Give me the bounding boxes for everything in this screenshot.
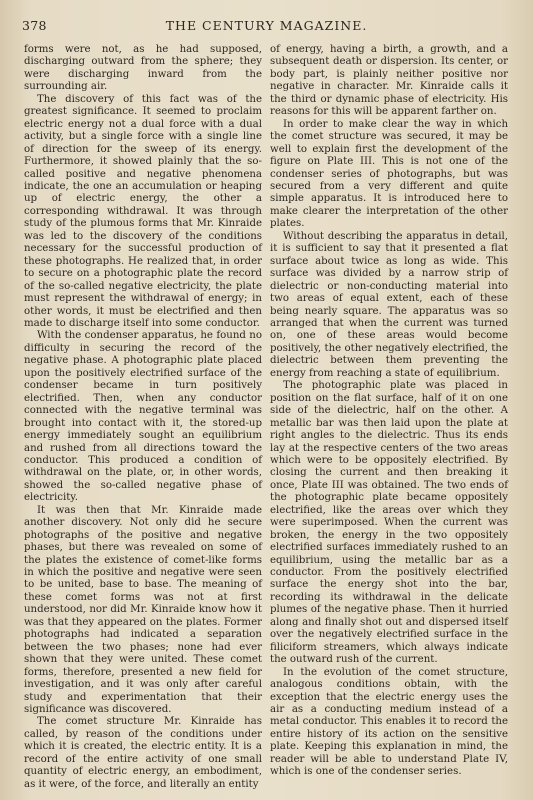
paragraph: In the evolution of the comet structure, analogous conditions obtain, with the exception that the electric energy uses the air as a conducting medium instead of a metal conductor. This enables it to record the entire history of its action on the sensitive plate. Keeping this explanation in mind, the reader will be able to understand Plate IV, which is one of the condenser series. [270,666,508,778]
right-column [270,44,508,779]
running-title: THE CENTURY MAGAZINE. [165,18,368,33]
paragraph: The discovery of this fact was of the greatest significance. It seemed to proclaim electric energy not a dual force with a dual activity, but a single force with a single line of direction for the sweep of its energy. Furthermore, it showed plainly that the so-called positive and negative phenomena indicate, the one an accumulation or heaping up of electric energy, the other a corresponding withdrawal. It was through study of the plumous forms that Mr. Kinraide was led to the discovery of the conditions necessary for the successful production of these photographs. He realized that, in order to secure on a photographic plate the record of the so-called negative electricity, the plate must represent the withdrawal of energy; in other words, it must be electrified and then made to discharge itself into some conductor. [24,93,262,329]
paragraph: In order to make clear the way in which the comet structure was secured, it may be well to explain first the development of the figure on Plate III. This is not one of the condenser series of photographs, but was secured from a very different and quite simple apparatus. It is introduced here to make clearer the interpretation of the other plates. [270,118,508,230]
paragraph: It was then that Mr. Kinraide made another discovery. Not only did he secure photographs of the positive and negative phases, but there was revealed on some of the plates the existence of comet-like forms in which the positive and negative were seen to be united, base to base. The meaning of these comet forms was not at first understood, nor did Mr. Kinraide know how it was that they appeared on the plates. Former photographs had indicated a separation between the two phases; none had ever shown that they were united. These comet forms, therefore, presented a new field for investigation, and it was only after careful study and experimentation that their significance was discovered. [24,504,262,716]
paragraph: of energy, having a birth, a growth, and a subsequent death or dispersion. Its center, or body part, is plainly neither positive nor negative in character. Mr. Kinraide calls it the third or dynamic phase of electricity. His reasons for this will be apparent farther on. [270,44,508,118]
paragraph: The photographic plate was placed in position on the flat surface, half of it on one side of the dielectric, half on the other. A metallic bar was then laid upon the plate at right angles to the dielectric. Thus its ends lay at the respective centers of the two areas which were to be oppositely electrified. By closing the current and then breaking it once, Plate III was obtained. The two ends of the photographic plate became oppositely electrified, like the areas over which they were superimposed. When the current was broken, the energy in the two oppositely electrified surfaces immediately rushed to an equilibrium, using the metallic bar as a conductor. From the positively electrified surface the energy shot into the bar, recording its withdrawal in the delicate plumes of the negative phase. Then it hurried along and finally shot out and dispersed itself over the negatively electrified surface in the filiciform streamers, which always indicate the outward rush of the current. [270,380,508,666]
paragraph: forms were not, as he had supposed, discharging outward from the sphere; they were discharging inward from the surrounding air. [24,44,262,93]
paragraph: Without describing the apparatus in detail, it is sufficient to say that it presented a flat surface about twice as long as wide. This surface was divided by a narrow strip of dielectric or non-conducting material into two areas of equal extent, each of these being nearly square. The apparatus was so arranged that when the current was turned on, one of these areas would become positively, the other negatively electrified, the dielectric between them preventing the energy from reaching a state of equilibrium. [270,230,508,379]
page-number: 378 [22,18,47,33]
left-column [24,44,262,791]
page-header [22,18,511,38]
paragraph: The comet structure Mr. Kinraide has called, by reason of the conditions under which it is created, the electric entity. It is a record of the entire activity of one small quantity of electric energy, an embodiment, as it were, of the force, and literally an entity [24,716,262,790]
paragraph: With the condenser apparatus, he found no difficulty in securing the record of the negative phase. A photographic plate placed upon the positively electrified surface of the condenser became in turn positively electrified. Then, when any conductor connected with the negative terminal was brought into contact with it, the stored-up energy immediately sought an equilibrium and rushed from all directions toward the conductor. This produced a condition of withdrawal on the plate, or, in other words, showed the so-called negative phase of electricity. [24,330,262,504]
